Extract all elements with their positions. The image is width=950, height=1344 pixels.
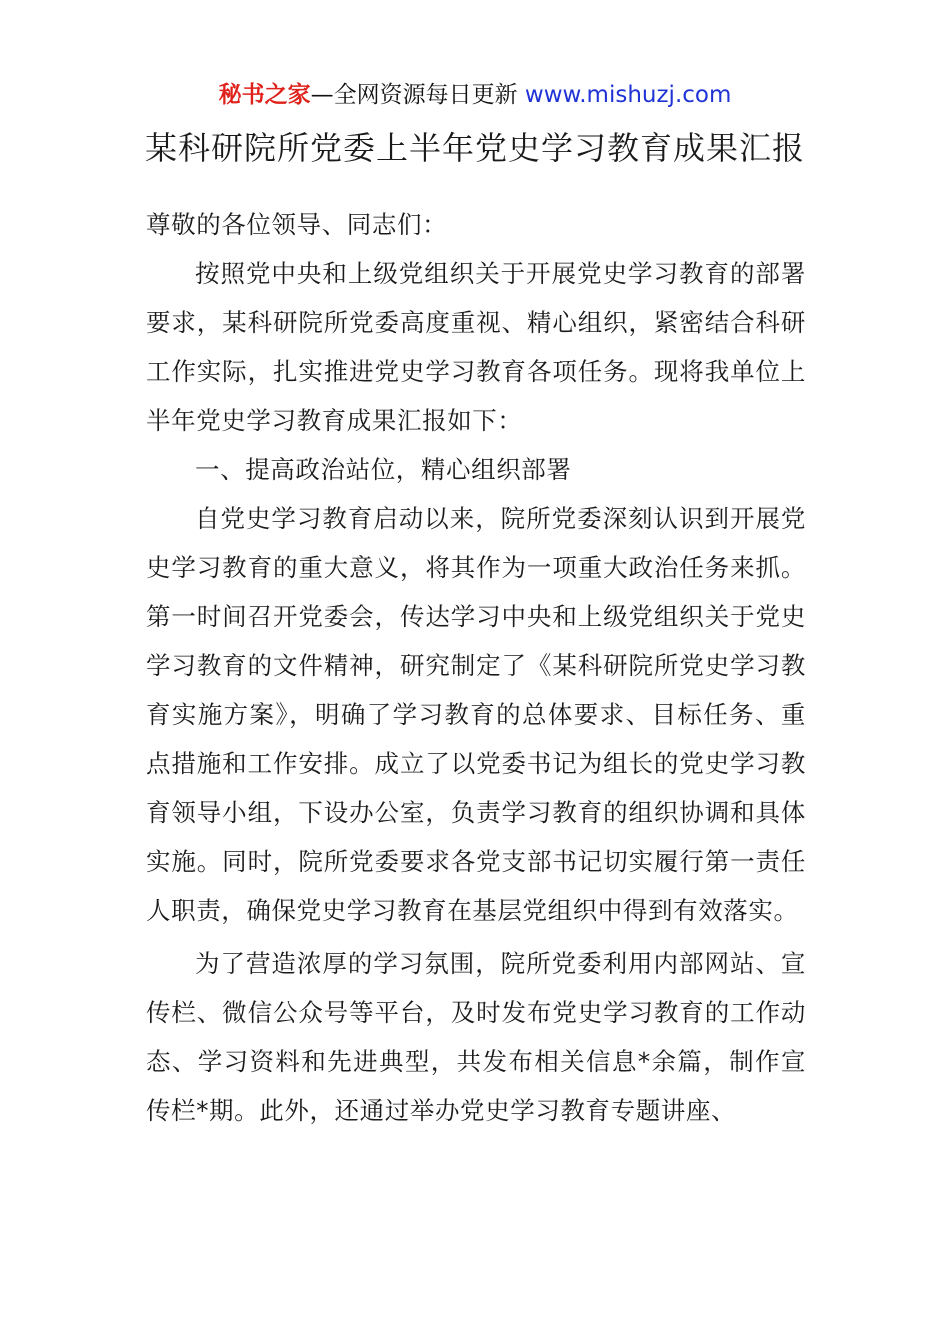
intro-paragraph: 按照党中央和上级党组织关于开展党史学习教育的部署要求，某科研院所党委高度重视、精心组织，紧密结合科研工作实际，扎实推进党史学习教育各项任务。现将我单位上半年党史学习教育成果汇报如下： [146, 259, 806, 435]
document-title: 某科研院所党委上半年党史学习教育成果汇报 [144, 129, 805, 167]
body-paragraph-2: 为了营造浓厚的学习氛围，院所党委利用内部网站、宣传栏、微信公众号等平台，及时发布党史学习教育的工作动态、学习资料和先进典型，共发布相关信息*余篇，制作宣传栏*期。此外，还通过举办党史学习教育专题讲座、 [146, 949, 806, 1125]
header-tagline: —全网资源每日更新 [310, 82, 525, 108]
site-url-link[interactable]: www.mishuzj.com [524, 82, 732, 108]
section-heading-1: 一、提高政治站位，精心组织部署 [195, 455, 572, 484]
site-header [0, 78, 950, 112]
brand-name: 秘书之家 [218, 82, 311, 108]
document-body [146, 200, 806, 1135]
body-paragraph-1: 自党史学习教育启动以来，院所党委深刻认识到开展党史学习教育的重大意义，将其作为一项重大政治任务来抓。第一时间召开党委会，传达学习中央和上级党组织关于党史学习教育的文件精神，研究制定了《某科研院所党史学习教育实施方案》，明确了学习教育的总体要求、目标任务、重点措施和工作安排。成立了以党委书记为组长的党史学习教育领导小组，下设办公室，负责学习教育的组织协调和具体实施。同时，院所党委要求各党支部书记切实履行第一责任人职责，确保党史学习教育在基层党组织中得到有效落实。 [146, 504, 806, 925]
salutation: 尊敬的各位领导、同志们： [146, 210, 448, 239]
